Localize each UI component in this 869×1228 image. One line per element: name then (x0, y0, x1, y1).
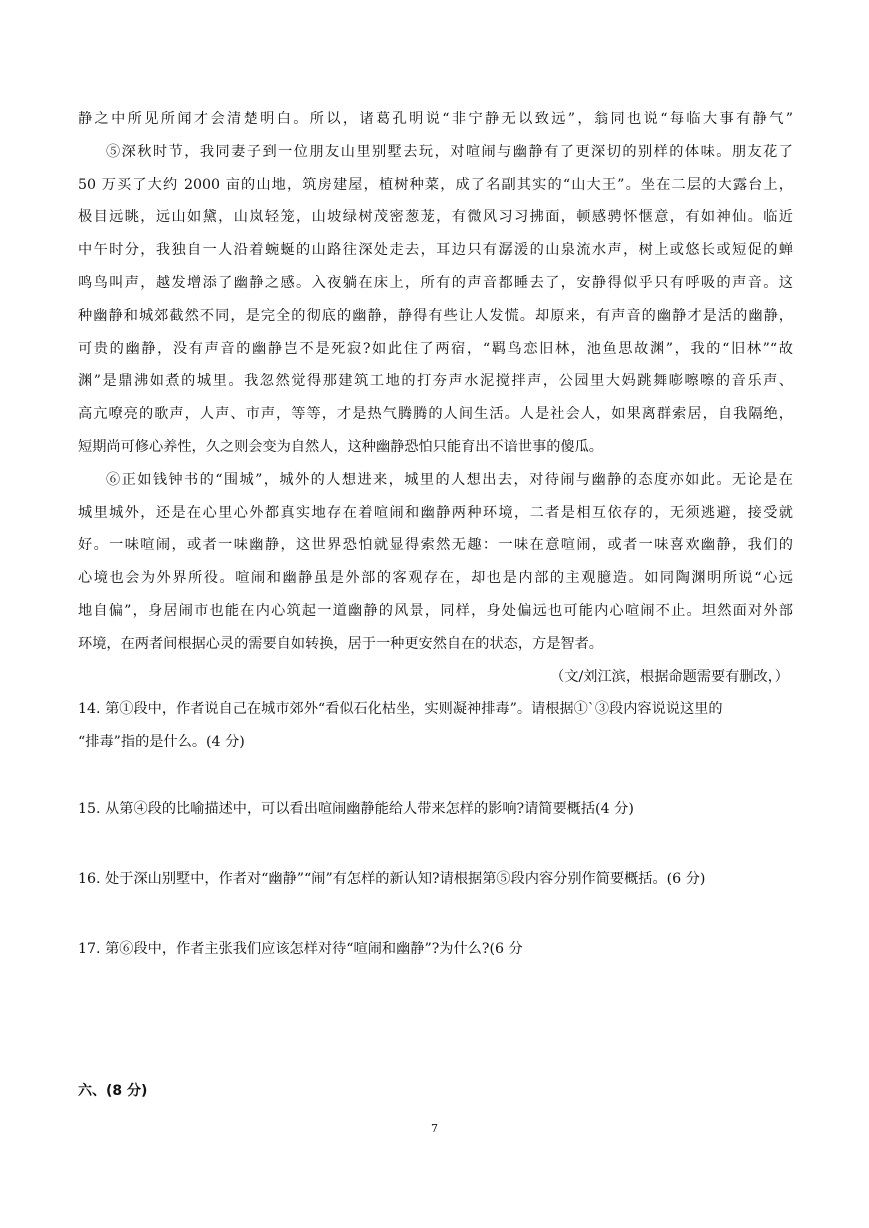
passage-line: 短期尚可修心养性，久之则会变为自然人，这种幽静恐怕只能育出不谙世事的傻瓜。 (78, 438, 603, 455)
passage-line: 高亢嘹亮的歌声，人声、市声，等等，才是热气腾腾的人间生活。人是社会人，如果离群索居，自我隔绝， (78, 406, 793, 423)
passage-line: 静之中所见所闻才会清楚明白。所以，诸葛孔明说“非宁静无以致远”，翁同也说“每临大事有静气” (78, 111, 793, 127)
passage-source: （文/刘江滨，根据命题需要有删改，） (550, 668, 789, 685)
passage-line: 渊”是鼎沸如煮的城里。我忽然觉得那建筑工地的打夯声水泥搅拌声，公园里大妈跳舞嘭嚓嚓的音乐声、 (78, 373, 793, 390)
section-heading: 六、(8 分) (78, 1083, 148, 1099)
question-17: 17. 第⑥段中，作者主张我们应该怎样对待“喧闹和幽静”?为什么?(6 分 (78, 940, 523, 957)
question-14-line-1: 14. 第①段中，作者说自己在城市郊外“看似石化枯坐，实则凝神排毒”。请根据①`③段内容说说这里的 (78, 701, 723, 718)
question-15: 15. 从第④段的比喻描述中，可以看出喧闹幽静能给人带来怎样的影响?请简要概括(4 分) (78, 800, 634, 817)
passage-line: 鸣鸟叫声，越发增添了幽静之感。入夜躺在床上，所有的声音都睡去了，安静得似乎只有呼吸的声音。这 (78, 274, 793, 291)
passage-line: 极目远眺，远山如黛，山岚轻笼，山坡绿树茂密葱茏，有微风习习拂面，顿感骋怀惬意，有如神仙。临近 (78, 209, 793, 226)
passage-line: 可贵的幽静，没有声音的幽静岂不是死寂?如此住了两宿，“羁鸟恋旧林，池鱼思故渊”，我的“旧林”“故 (78, 340, 793, 357)
passage-line: 50 万买了大约 2000 亩的山地，筑房建屋，植树种菜，成了名副其实的“山大王”。坐在二层的大露台上， (78, 176, 793, 193)
passage-line: 地自偏”，身居闹市也能在内心筑起一道幽静的风景，同样，身处偏远也可能内心喧闹不止。坦然面对外部 (78, 602, 793, 619)
document-page (78, 103, 793, 965)
passage-line: 城里城外，还是在心里心外都真实地存在着喧闹和幽静两种环境，二者是相互依存的，无须逃避，接受就 (78, 504, 793, 521)
passage-line: 环境，在两者间根据心灵的需要自如转换，居于一种更安然自在的状态，方是智者。 (78, 635, 603, 652)
passage-line: ⑤深秋时节，我同妻子到一位朋友山里别墅去玩，对喧闹与幽静有了更深切的别样的体味。朋友花了 (106, 143, 793, 160)
passage-line: 好。一味喧闹，或者一味幽静，这世界恐怕就显得索然无趣：一味在意喧闹，或者一味喜欢幽静，我们的 (78, 537, 793, 554)
passage-line: 心境也会为外界所役。喧闹和幽静虽是外部的客观存在，却也是内部的主观臆造。如同陶渊明所说“心远 (78, 570, 793, 587)
passage-line: 种幽静和城郊截然不同，是完全的彻底的幽静，静得有些让人发慌。却原来，有声音的幽静才是活的幽静， (78, 307, 793, 324)
passage-line: 中午时分，我独自一人沿着蜿蜒的山路往深处走去，耳边只有潺湲的山泉流水声，树上或悠长或短促的蝉 (78, 242, 793, 259)
question-16: 16. 处于深山别墅中，作者对“幽静”“闹”有怎样的新认知?请根据第⑤段内容分别作简要概括。(6 分) (78, 870, 706, 887)
passage-line: ⑥正如钱钟书的“围城”，城外的人想进来，城里的人想出去，对待闹与幽静的态度亦如此。无论是在 (106, 471, 793, 488)
page-number: 7 (431, 1122, 438, 1135)
question-14-line-2: “排毒”指的是什么。(4 分) (78, 734, 245, 751)
